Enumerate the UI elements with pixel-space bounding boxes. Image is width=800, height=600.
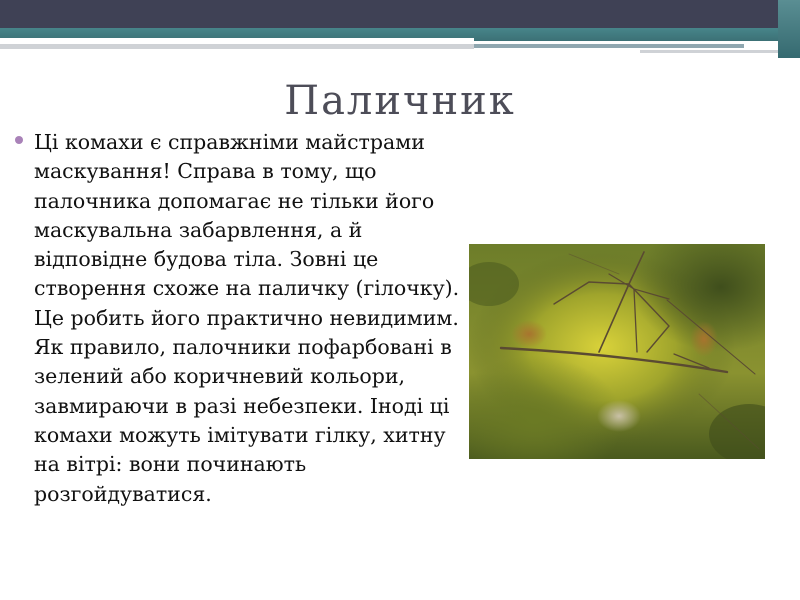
bullet-icon — [15, 136, 23, 144]
header-stripe — [0, 44, 474, 49]
stick-insect-photo — [469, 244, 765, 459]
header-stripe — [474, 44, 744, 48]
header-corner-block — [778, 0, 800, 58]
header-bar — [0, 0, 800, 28]
header-stripe — [640, 50, 785, 53]
slide-title: Паличник — [284, 78, 516, 124]
slide-body-text: Ці комахи є справжніми майстрами маскування! Справа в тому, що палочника допомагає не тільки його маскувальна забарвлення, а й відповідне будова тіла. Зовні це створення схоже на паличку (гілочку). Це робить його практично невидимим. Як правило, палочники пофарбовані в зелений або коричневий кольори, завмираючи в разі небезпеки. Іноді ці комахи можуть імітувати гілку, хитну на вітрі: вони починають розгойдуватися. — [34, 130, 460, 506]
stick-insect-photo-graphic — [469, 244, 765, 459]
header-divider-left — [0, 38, 474, 42]
